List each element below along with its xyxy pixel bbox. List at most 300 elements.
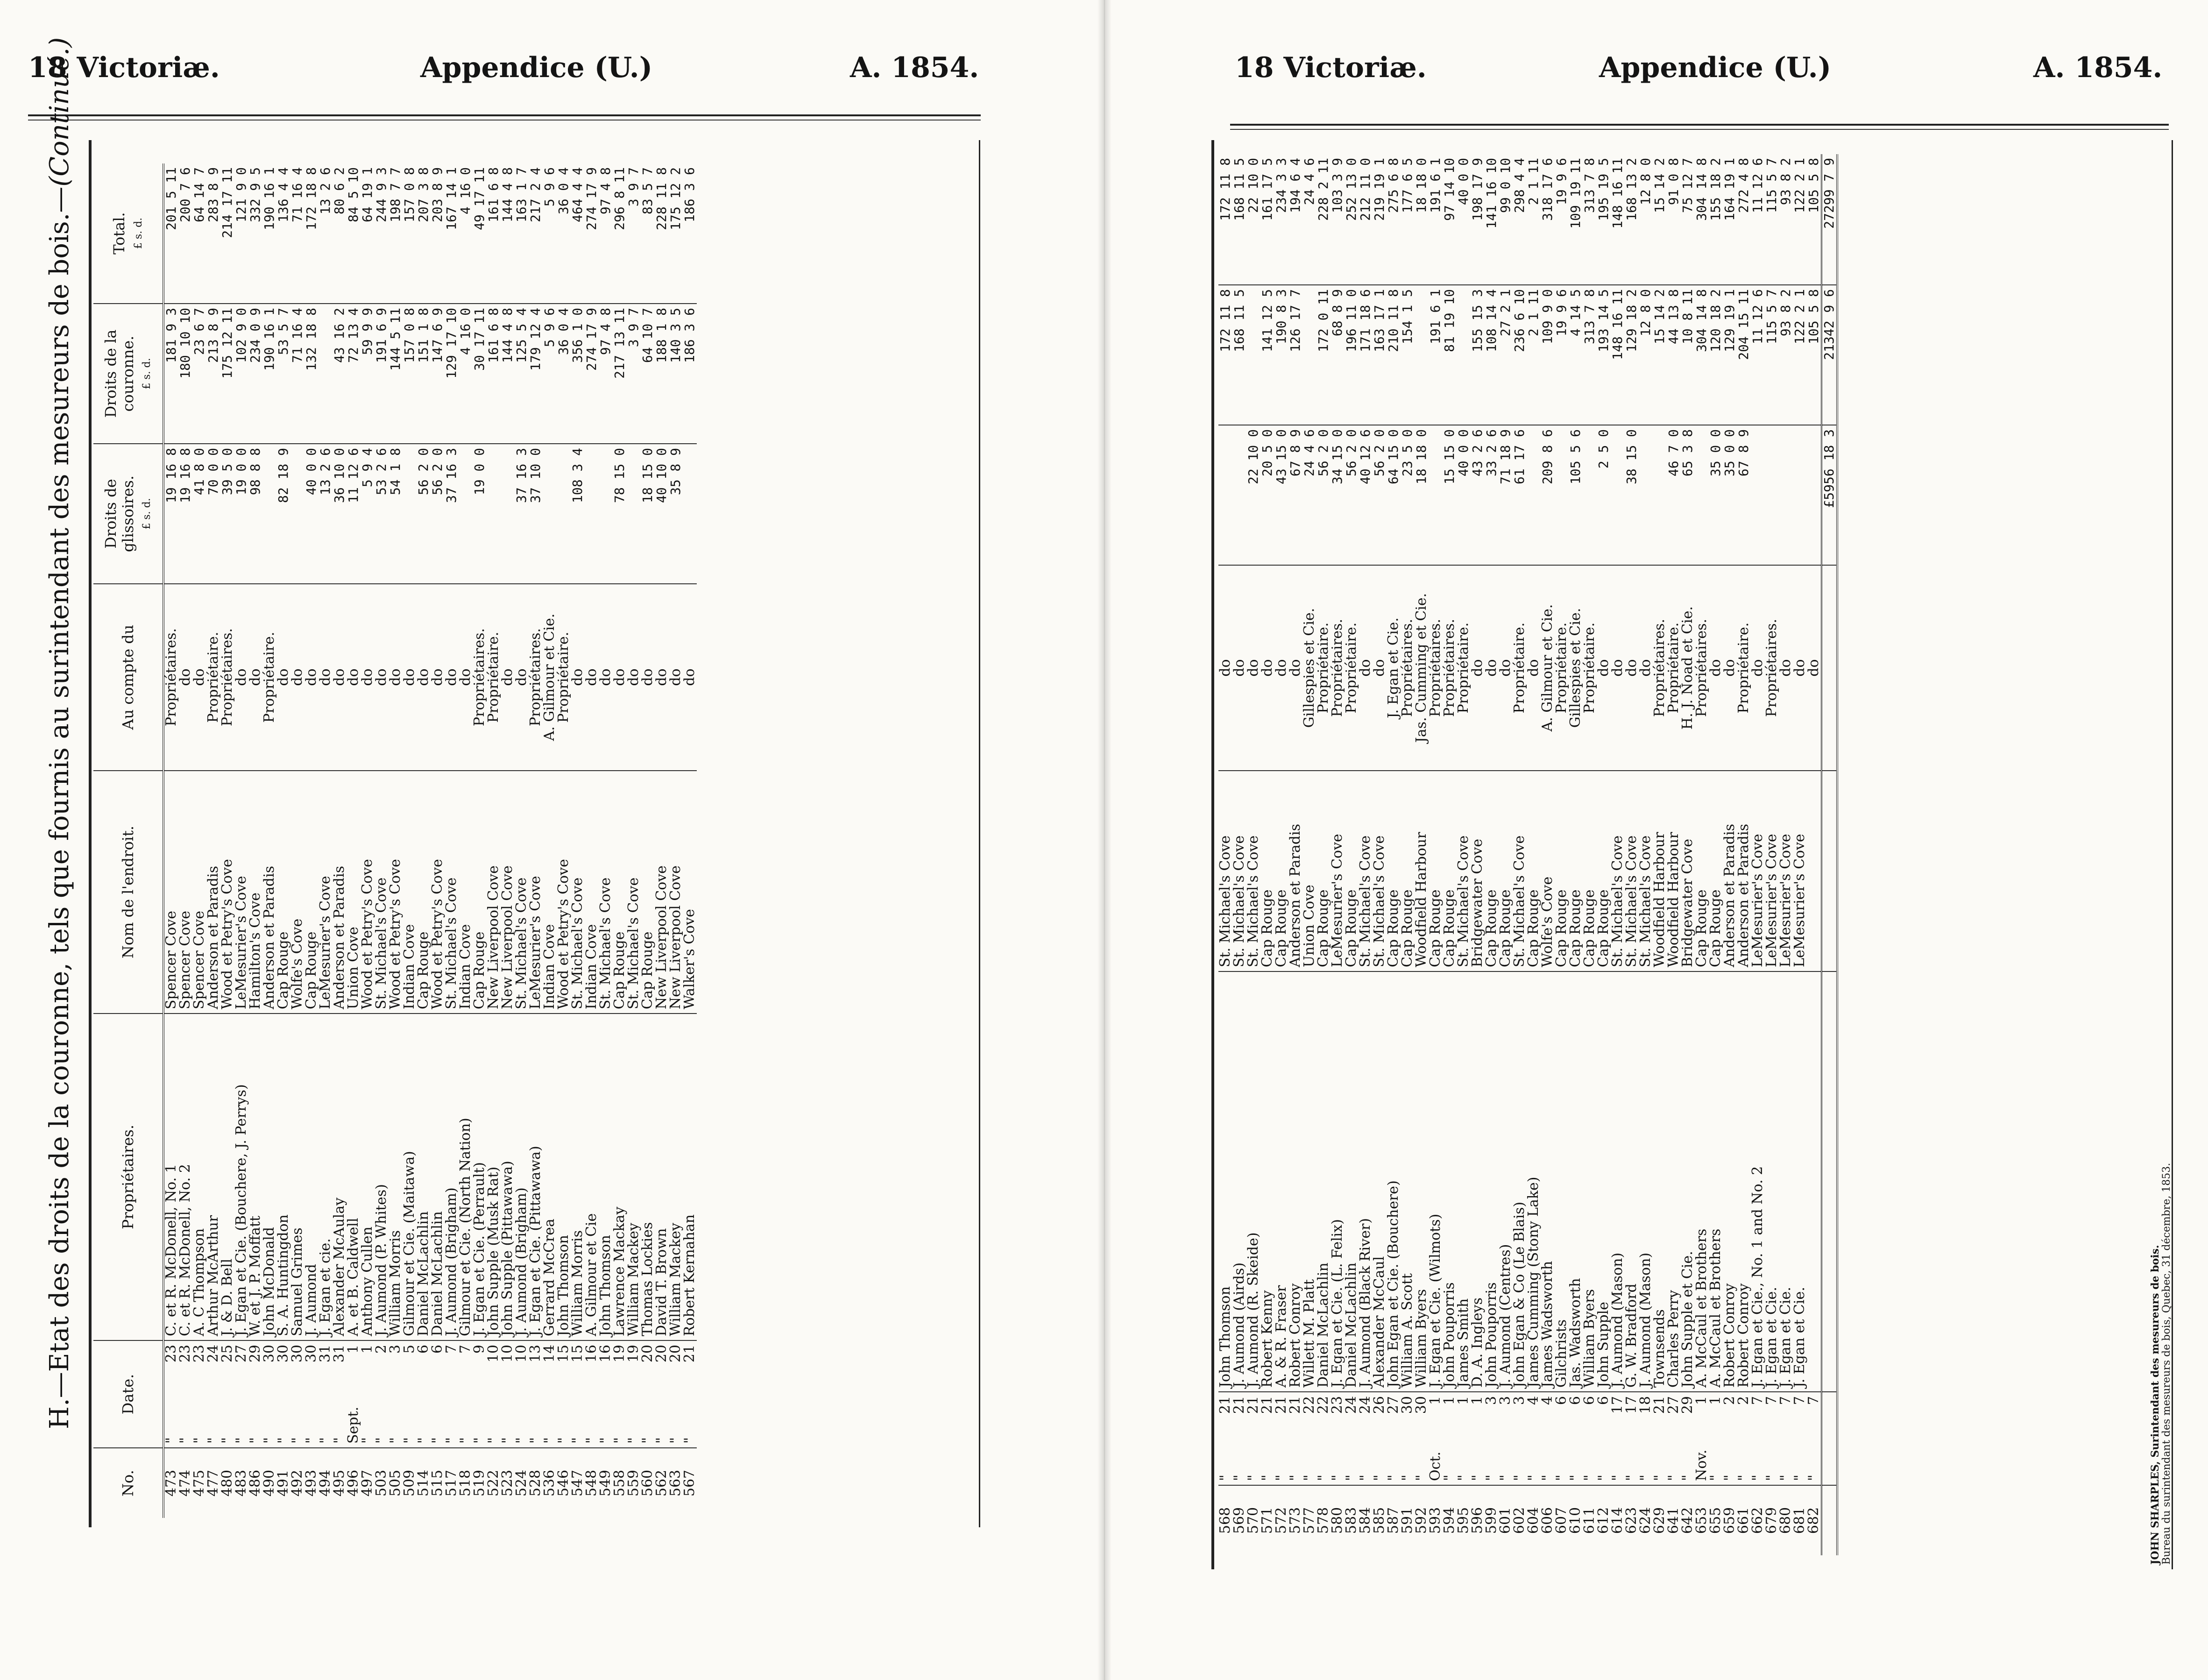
row-number: 572 xyxy=(1274,1485,1288,1555)
row-month: " 21 xyxy=(1653,1392,1667,1485)
row-proprietor: Jas. Wadsworth xyxy=(1569,971,1583,1392)
row-slide-dues xyxy=(1583,425,1597,565)
row-number: 624 xyxy=(1639,1485,1653,1555)
table-row xyxy=(683,163,697,1518)
table-row xyxy=(529,163,543,1518)
row-day: 26 xyxy=(1371,1396,1387,1414)
row-month: " 5 xyxy=(403,1340,417,1448)
row-day: 24 xyxy=(205,1345,221,1363)
row-place: LeMesurier's Cove xyxy=(1779,771,1793,971)
row-month: " 27 xyxy=(234,1340,248,1448)
table-row xyxy=(669,163,683,1518)
row-account: do xyxy=(1359,565,1373,771)
table-row xyxy=(403,163,417,1518)
row-number: 514 xyxy=(417,1448,431,1518)
row-total: 103 3 9 xyxy=(1330,158,1345,213)
row-proprietor: James Wadsworth xyxy=(1541,971,1555,1392)
row-place: St. Michael's Cove xyxy=(599,771,613,1014)
row-proprietor: Gilchrists xyxy=(1555,971,1569,1392)
row-day: 23 xyxy=(1329,1396,1345,1414)
row-crown-dues: 12 8 0 xyxy=(1639,285,1653,425)
row-account: Propriétaire. xyxy=(1457,565,1471,771)
table-title xyxy=(44,37,75,1429)
row-account: do xyxy=(234,584,248,771)
row-day: 16 xyxy=(597,1345,614,1363)
row-account: do xyxy=(459,584,473,771)
row-day: 1 xyxy=(1469,1396,1486,1405)
header-right: A. 1854. xyxy=(850,51,979,84)
row-proprietor: William Byers xyxy=(1415,971,1429,1392)
row-number: 568 xyxy=(1218,1485,1232,1555)
table-row xyxy=(163,163,178,1518)
row-day: 16 xyxy=(583,1345,600,1363)
row-crown-dues: 154 1 5 xyxy=(1401,285,1415,425)
row-place: Cap Rouge xyxy=(1387,771,1401,971)
row-crown-dues: 129 18 2 xyxy=(1625,285,1639,425)
row-place: St. Michael's Cove xyxy=(1513,771,1527,971)
row-account: Propriétaires. xyxy=(1330,565,1345,771)
row-number: 475 xyxy=(192,1448,206,1518)
header-rule xyxy=(28,114,981,116)
row-proprietor xyxy=(1807,971,1822,1392)
row-crown-dues: 163 17 1 xyxy=(1373,285,1387,425)
row-proprietor: James Cumming (Stony Lake) xyxy=(1527,971,1541,1392)
table-row xyxy=(1639,154,1653,1555)
row-place: Cap Rouge xyxy=(1401,771,1415,971)
row-crown-dues: 274 17 9 xyxy=(585,304,599,444)
table-row xyxy=(1807,154,1822,1555)
row-slide-dues xyxy=(1779,425,1793,565)
row-slide-dues: 108 3 4 xyxy=(571,444,585,584)
row-place: Indian Cove xyxy=(459,771,473,1014)
row-month: " 16 xyxy=(599,1340,613,1448)
table-row xyxy=(1345,154,1359,1555)
row-total: 97 4 8 xyxy=(598,167,613,215)
table-row xyxy=(1695,154,1709,1555)
row-crown-dues: 234 0 9 xyxy=(248,304,262,444)
row-day: 7 xyxy=(1763,1396,1780,1405)
row-place: St. Michael's Cove xyxy=(571,771,585,1014)
row-place: Spencer Cove xyxy=(178,771,192,1014)
row-day: 21 xyxy=(1651,1396,1668,1414)
row-crown-dues: 161 6 8 xyxy=(487,304,501,444)
row-slide-dues xyxy=(1695,425,1709,565)
row-crown-dues: 27 2 1 xyxy=(1499,285,1513,425)
row-number: 496 xyxy=(347,1448,361,1518)
row-number: 515 xyxy=(431,1448,445,1518)
row-day: 21 xyxy=(1259,1396,1275,1414)
row-proprietor: John Supple xyxy=(1597,971,1611,1392)
row-place: St. Michael's Cove xyxy=(1246,771,1260,971)
row-total: 84 5 10 xyxy=(346,167,361,223)
row-number: 474 xyxy=(178,1448,192,1518)
right-table-container xyxy=(1218,154,1838,1555)
row-crown-dues: 356 1 0 xyxy=(571,304,585,444)
row-total: 15 14 2 xyxy=(1652,158,1667,213)
row-account: do xyxy=(501,584,515,771)
row-month: " 1 xyxy=(1709,1392,1723,1485)
table-row xyxy=(262,163,276,1518)
row-slide-dues: 82 18 9 xyxy=(276,444,290,584)
row-day: 6 xyxy=(415,1345,432,1354)
row-day: 1 xyxy=(1707,1396,1724,1405)
row-month: " 1 xyxy=(361,1340,375,1448)
row-total: 313 7 8 xyxy=(1582,158,1597,213)
row-number: 518 xyxy=(459,1448,473,1518)
row-number: 587 xyxy=(1387,1485,1401,1555)
row-total: 272 4 8 xyxy=(1736,158,1751,213)
row-crown-dues: 191 6 1 xyxy=(1429,285,1443,425)
row-day: 29 xyxy=(247,1345,263,1363)
row-total: 19 9 6 xyxy=(1554,158,1569,206)
row-proprietor: William Morris xyxy=(389,1014,403,1340)
table-row xyxy=(1667,154,1681,1555)
table-row xyxy=(417,163,431,1518)
row-month: " 2 xyxy=(375,1340,389,1448)
row-number: 641 xyxy=(1667,1485,1681,1555)
row-day: 23 xyxy=(163,1345,179,1363)
row-slide-dues: 67 8 9 xyxy=(1288,425,1302,565)
row-place: Cap Rouge xyxy=(1597,771,1611,971)
row-day: 20 xyxy=(667,1345,684,1363)
row-crown-dues: 236 6 10 xyxy=(1513,285,1527,425)
row-month: " 31 xyxy=(333,1340,347,1448)
row-slide-dues: 43 15 0 xyxy=(1274,425,1288,565)
row-number: 642 xyxy=(1681,1485,1695,1555)
row-month: " 1 xyxy=(1443,1392,1457,1485)
row-slide-dues xyxy=(1751,425,1765,565)
header-left: 18 Victoriæ. xyxy=(1235,51,1427,84)
row-slide-dues xyxy=(1793,425,1807,565)
row-month: " 21 xyxy=(683,1340,697,1448)
table-row xyxy=(276,163,290,1518)
row-number: 528 xyxy=(529,1448,543,1518)
row-total: 121 9 0 xyxy=(234,167,249,223)
table-row xyxy=(473,163,487,1518)
row-place: Indian Cove xyxy=(585,771,599,1014)
row-day: 4 xyxy=(1539,1396,1556,1405)
row-account: do xyxy=(431,584,445,771)
row-account: do xyxy=(1218,565,1232,771)
row-month: " 10 xyxy=(487,1340,501,1448)
row-proprietor: A. McCaul et Brothers xyxy=(1709,971,1723,1392)
row-month: " 2 xyxy=(1723,1392,1737,1485)
row-number: 655 xyxy=(1709,1485,1723,1555)
row-crown-dues: 71 16 4 xyxy=(290,304,304,444)
row-account: do xyxy=(347,584,361,771)
row-place: St. Michael's Cove xyxy=(1218,771,1232,971)
row-proprietor: C. et R. McDonell, No. 1 xyxy=(163,1014,178,1340)
row-place: Spencer Cove xyxy=(163,771,178,1014)
row-month: " 17 xyxy=(1611,1392,1625,1485)
row-slide-dues: 19 0 0 xyxy=(234,444,248,584)
row-slide-dues: 33 2 6 xyxy=(1485,425,1499,565)
col-header-total: Total. £ s. d. xyxy=(93,163,163,304)
row-slide-dues: 64 15 0 xyxy=(1387,425,1401,565)
table-row xyxy=(1457,154,1471,1555)
row-proprietor: J. Aumond (R. Skeide) xyxy=(1246,971,1260,1392)
table-row xyxy=(1471,154,1485,1555)
row-proprietor: John Pouporris xyxy=(1443,971,1457,1392)
row-total: 298 4 4 xyxy=(1512,158,1527,213)
table-row xyxy=(1681,154,1695,1555)
row-account: Propriétaires. xyxy=(220,584,234,771)
row-crown-dues: 168 11 5 xyxy=(1232,285,1246,425)
row-proprietor: William Mackey xyxy=(669,1014,683,1340)
row-day: 27 xyxy=(1385,1396,1401,1414)
row-crown-dues: 43 16 2 xyxy=(333,304,347,444)
row-month: " 21 xyxy=(1288,1392,1302,1485)
row-proprietor: J. Egan et Cie. (L. Felix) xyxy=(1330,971,1345,1392)
row-slide-dues: 35 0 0 xyxy=(1709,425,1723,565)
row-place: Cap Rouge xyxy=(417,771,431,1014)
row-day: 19 xyxy=(625,1345,642,1363)
row-account: Propriétaire. xyxy=(206,584,220,771)
row-slide-dues xyxy=(290,444,304,584)
row-place: Cap Rouge xyxy=(1345,771,1359,971)
row-proprietor: John Thomson xyxy=(557,1014,571,1340)
row-slide-dues: 15 15 0 xyxy=(1443,425,1457,565)
row-month: " 9 xyxy=(473,1340,487,1448)
col-header-couronne: Droits de la couronne. £ s. d. xyxy=(93,304,163,444)
row-account: Propriétaires. xyxy=(1695,565,1709,771)
row-month: " 23 xyxy=(178,1340,192,1448)
table-row xyxy=(248,163,262,1518)
row-total: 252 13 0 xyxy=(1344,158,1359,221)
row-day: 25 xyxy=(219,1345,235,1363)
row-proprietor: Gerrard McCrea xyxy=(543,1014,557,1340)
row-proprietor: Alexander McAulay xyxy=(333,1014,347,1340)
row-total: 201 5 11 xyxy=(163,167,179,230)
row-slide-dues: 22 10 0 xyxy=(1246,425,1260,565)
row-day: 17 xyxy=(1609,1396,1626,1414)
table-row xyxy=(1443,154,1457,1555)
row-number: 522 xyxy=(487,1448,501,1518)
row-day: 31 xyxy=(317,1345,333,1363)
totals-slide-dues: £5956 18 3 xyxy=(1822,425,1838,565)
table-row xyxy=(361,163,375,1518)
row-day: 6 xyxy=(429,1345,446,1354)
table-row xyxy=(375,163,389,1518)
row-account: do xyxy=(641,584,655,771)
row-crown-dues: 148 16 11 xyxy=(1611,285,1625,425)
row-slide-dues: 11 12 6 xyxy=(347,444,361,584)
row-proprietor: W. et J. P. Moffatt xyxy=(248,1014,262,1340)
row-total: 109 19 11 xyxy=(1568,158,1583,229)
row-day: 1 xyxy=(345,1345,361,1354)
row-crown-dues: 141 12 5 xyxy=(1260,285,1274,425)
row-number: 477 xyxy=(206,1448,220,1518)
row-account: Propriétaires. xyxy=(473,584,487,771)
row-month: " 21 xyxy=(1218,1392,1232,1485)
row-slide-dues: 39 5 0 xyxy=(220,444,234,584)
row-day: 23 xyxy=(177,1345,193,1363)
row-proprietor: J. & D. Bell xyxy=(220,1014,234,1340)
row-place: LeMesurier's Cove xyxy=(529,771,543,1014)
row-account: do xyxy=(276,584,290,771)
row-total: 228 2 11 xyxy=(1316,158,1331,221)
row-total: 13 2 6 xyxy=(318,167,333,215)
row-number: 594 xyxy=(1443,1485,1457,1555)
row-crown-dues: 68 8 9 xyxy=(1330,285,1345,425)
row-month: " 30 xyxy=(1415,1392,1429,1485)
row-slide-dues xyxy=(585,444,599,584)
row-month: " 20 xyxy=(641,1340,655,1448)
row-number: 571 xyxy=(1260,1485,1274,1555)
row-proprietor: William Morris xyxy=(571,1014,585,1340)
header-left: 18 Victoriæ. xyxy=(28,51,220,84)
row-total: 49 17 11 xyxy=(472,167,487,230)
row-place: Cap Rouge xyxy=(1527,771,1541,971)
row-place: Woodfield Harbour xyxy=(1653,771,1667,971)
row-month: " 20 xyxy=(669,1340,683,1448)
row-slide-dues: 98 8 8 xyxy=(248,444,262,584)
row-number: 662 xyxy=(1751,1485,1765,1555)
row-proprietor: J. Egan et Cie., No. 1 and No. 2 xyxy=(1751,971,1765,1392)
table-row xyxy=(1373,154,1387,1555)
row-account: do xyxy=(403,584,417,771)
row-day: 4 xyxy=(1525,1396,1542,1405)
row-total: 163 1 7 xyxy=(514,167,529,223)
row-crown-dues: 313 7 8 xyxy=(1583,285,1597,425)
row-crown-dues xyxy=(1246,285,1260,425)
row-account: Propriétaire. xyxy=(1555,565,1569,771)
row-slide-dues xyxy=(1611,425,1625,565)
row-place: LeMesurier's Cove xyxy=(1330,771,1345,971)
row-day: 30 xyxy=(1399,1396,1415,1414)
row-crown-dues: 213 8 9 xyxy=(206,304,220,444)
row-proprietor: David T. Brown xyxy=(655,1014,669,1340)
row-proprietor: William A. Scott xyxy=(1401,971,1415,1392)
row-crown-dues: 108 14 4 xyxy=(1485,285,1499,425)
row-number: 480 xyxy=(220,1448,234,1518)
row-month: " 10 xyxy=(515,1340,529,1448)
row-number: 659 xyxy=(1723,1485,1737,1555)
table-row xyxy=(641,163,655,1518)
row-month: " 3 xyxy=(1513,1392,1527,1485)
table-row xyxy=(1653,154,1667,1555)
row-month: " 29 xyxy=(248,1340,262,1448)
row-place: New Liverpool Cove xyxy=(501,771,515,1014)
row-place: Cap Rouge xyxy=(1709,771,1723,971)
row-number: 493 xyxy=(304,1448,318,1518)
row-crown-dues: 157 0 8 xyxy=(403,304,417,444)
row-month: " 21 xyxy=(1232,1392,1246,1485)
table-row xyxy=(1246,154,1260,1555)
row-month: " 24 xyxy=(206,1340,220,1448)
totals-blank xyxy=(1822,1485,1838,1555)
row-total: 64 14 7 xyxy=(191,167,207,223)
row-month: " 25 xyxy=(220,1340,234,1448)
table-row xyxy=(318,163,333,1518)
row-number: 473 xyxy=(163,1448,178,1518)
row-proprietor: J. Aumond (Mason) xyxy=(1639,971,1653,1392)
title-continued: —(Continué.) xyxy=(44,37,75,213)
row-place: Wood et Petry's Cove xyxy=(220,771,234,1014)
row-number: 491 xyxy=(276,1448,290,1518)
row-crown-dues: 115 5 7 xyxy=(1765,285,1779,425)
row-number: 578 xyxy=(1316,1485,1330,1555)
row-slide-dues: 56 2 0 xyxy=(431,444,445,584)
table-row xyxy=(501,163,515,1518)
row-number: 653 xyxy=(1695,1485,1709,1555)
table-row xyxy=(304,163,318,1518)
row-number: 606 xyxy=(1541,1485,1555,1555)
row-proprietor: J. Egan et cie. xyxy=(318,1014,333,1340)
row-number: 629 xyxy=(1653,1485,1667,1555)
row-place: Cap Rouge xyxy=(641,771,655,1014)
row-total: 93 8 2 xyxy=(1778,158,1793,206)
table-row xyxy=(1527,154,1541,1555)
row-day: 17 xyxy=(1623,1396,1640,1414)
row-slide-dues: 70 0 0 xyxy=(206,444,220,584)
row-month: " 18 xyxy=(1639,1392,1653,1485)
table-row xyxy=(585,163,599,1518)
row-number: 580 xyxy=(1330,1485,1345,1555)
row-month: " 24 xyxy=(1359,1392,1373,1485)
row-month: " 21 xyxy=(1260,1392,1274,1485)
row-proprietor: John Pouporris xyxy=(1485,971,1499,1392)
row-account: do xyxy=(613,584,627,771)
row-proprietor: Samuel Grimes xyxy=(290,1014,304,1340)
row-place: LeMesurier's Cove xyxy=(1751,771,1765,971)
row-proprietor: Daniel McLachlin xyxy=(1316,971,1330,1392)
row-place: Bridgewater Cove xyxy=(1681,771,1695,971)
row-month: " 30 xyxy=(276,1340,290,1448)
row-account: do xyxy=(375,584,389,771)
row-crown-dues: 59 9 9 xyxy=(361,304,375,444)
row-place: Woodfield Harbour xyxy=(1415,771,1429,971)
totals-grand-total: 27299 7 9 xyxy=(1822,154,1838,285)
row-slide-dues: 41 8 0 xyxy=(192,444,206,584)
row-month: " 6 xyxy=(1555,1392,1569,1485)
row-account: do xyxy=(1751,565,1765,771)
row-day: 18 xyxy=(1637,1396,1654,1414)
totals-blank xyxy=(1822,565,1838,771)
row-day: 30 xyxy=(275,1345,291,1363)
row-month: " 30 xyxy=(304,1340,318,1448)
lsd-label: £ s. d. xyxy=(141,358,153,390)
row-crown-dues: 172 0 11 xyxy=(1316,285,1330,425)
row-proprietor: John Egan et Cie. (Bouchere) xyxy=(1387,971,1401,1392)
row-account: Propriétaire. xyxy=(1345,565,1359,771)
header-rule-thin xyxy=(28,120,981,121)
row-place: St. Michael's Cove xyxy=(515,771,529,1014)
row-account: Propriétaire. xyxy=(487,584,501,771)
row-slide-dues xyxy=(1555,425,1569,565)
row-place: Cap Rouge xyxy=(1274,771,1288,971)
header-rule-thin xyxy=(1230,129,2169,130)
row-month: " 17 xyxy=(1625,1392,1639,1485)
row-number: 549 xyxy=(599,1448,613,1518)
row-proprietor: John Supple et Cie. xyxy=(1681,971,1695,1392)
row-account: Propriétaire. xyxy=(262,584,276,771)
row-crown-dues: 30 17 11 xyxy=(473,304,487,444)
row-number: 679 xyxy=(1765,1485,1779,1555)
row-crown-dues: 180 10 10 xyxy=(178,304,192,444)
table-row xyxy=(389,163,403,1518)
row-account: do xyxy=(318,584,333,771)
row-proprietor: Gilmour et Cie. (North Nation) xyxy=(459,1014,473,1340)
row-crown-dues: 144 5 11 xyxy=(389,304,403,444)
row-day: 6 xyxy=(1567,1396,1584,1405)
row-day: 30 xyxy=(289,1345,305,1363)
row-proprietor: J. Aumond (Black River) xyxy=(1359,971,1373,1392)
row-place xyxy=(1807,771,1822,971)
row-total: 172 11 8 xyxy=(1217,158,1233,221)
row-day: 21 xyxy=(1287,1396,1303,1414)
row-place: St. Michael's Cove xyxy=(445,771,459,1014)
